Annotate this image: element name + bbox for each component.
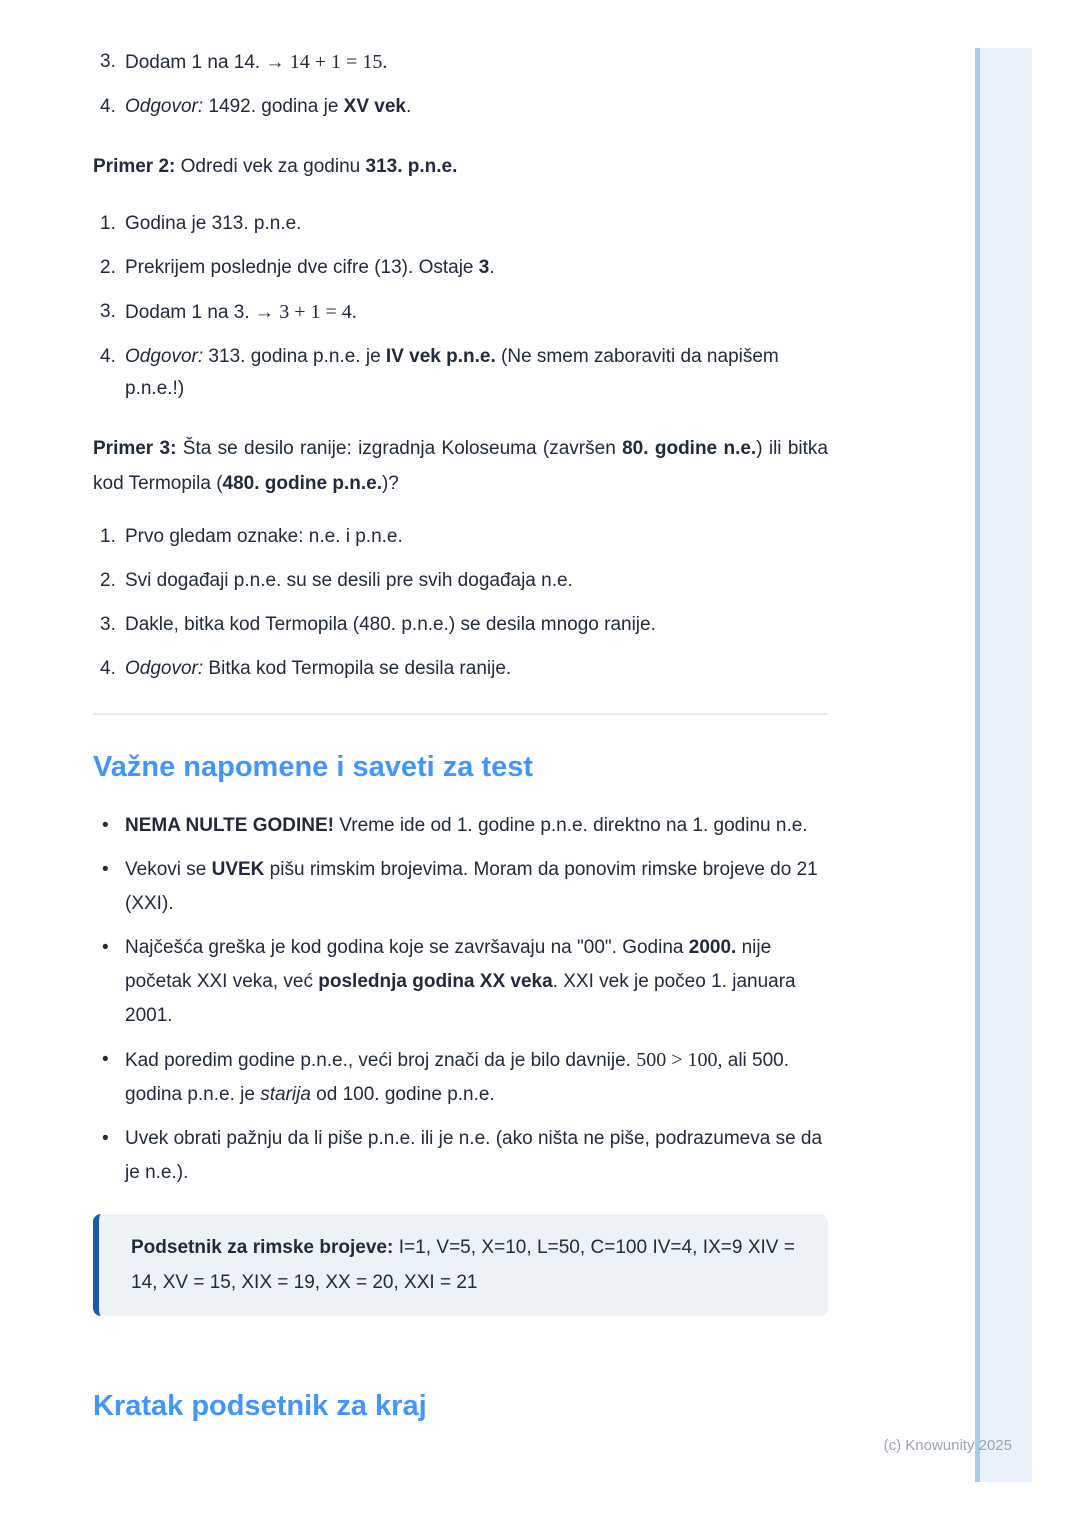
list-item-text: Godina je 313. p.n.e. [125,213,302,234]
list-item-text: Uvek obrati pažnju da li piše p.n.e. ili je n.e. (ako ništa ne piše, podrazumeva se da je n.e.). [125,1128,823,1183]
list-item-text: Najčešća greška je kod godina koje se završavaju na "00". Godina 2000. nije početak XXI veka, već poslednja godina XX veka. XXI vek je počeo 1. januara 2001. [125,937,796,1026]
list-marker: 2. [100,257,116,278]
list-marker: 2. [100,570,116,591]
primer2-intro: Primer 2: Odredi vek za godinu 313. p.n.e. [93,156,458,177]
document-page [93,0,828,1424]
list-item-text: Svi događaji p.n.e. su se desili pre svih događaja n.e. [125,570,573,591]
list-item [93,1043,828,1112]
bullet-icon: • [102,815,109,836]
list-item [93,809,828,843]
list-item-text: Odgovor: Bitka kod Termopila se desila ranije. [125,658,512,679]
bullet-icon: • [102,937,109,958]
intro-list [93,46,828,123]
list-item [93,1122,828,1190]
bullet-icon: • [102,1049,109,1070]
section-divider [93,713,828,715]
list-item [93,91,828,123]
list-marker: 3. [100,301,116,322]
scrollbar-track[interactable] [975,48,1032,1482]
section-heading-kratak-podsetnik: Kratak podsetnik za kraj [93,1390,427,1422]
primer2-list [93,208,828,405]
list-item-text: Dodam 1 na 3. → 3 + 1 = 4. [125,301,357,323]
list-item-text: Odgovor: 313. godina p.n.e. je IV vek p.n.e. (Ne smem zaboraviti da napišem p.n.e.!) [125,346,779,399]
section-heading-vazne-napomene: Važne napomene i saveti za test [93,751,534,783]
list-item-text: Dodam 1 na 14. → 14 + 1 = 15. [125,51,388,73]
list-item [93,653,828,685]
list-marker: 1. [100,526,116,547]
copyright-watermark: (c) Knowunity 2025 [883,1437,1012,1454]
list-item [93,853,828,921]
list-item-text: Prekrijem poslednje dve cifre (13). Ostaje 3. [125,257,495,278]
callout-box [93,1214,828,1316]
list-item [93,46,828,79]
list-item [93,296,828,329]
list-item [93,341,828,405]
list-item-text: NEMA NULTE GODINE! Vreme ide od 1. godine p.n.e. direktno na 1. godinu n.e. [125,815,808,836]
list-marker: 3. [100,614,116,635]
list-item-text: Prvo gledam oznake: n.e. i p.n.e. [125,526,403,547]
callout-text: Podsetnik za rimske brojeve: I=1, V=5, X=10, L=50, C=100 IV=4, IX=9 XIV = 14, XV = 15, XIX = 19, XX = 20, XXI = 21 [131,1237,795,1293]
list-marker: 4. [100,96,116,117]
list-marker: 3. [100,51,116,72]
list-item-text: Vekovi se UVEK pišu rimskim brojevima. Moram da ponovim rimske brojeve do 21 (XXI). [125,859,818,914]
list-marker: 1. [100,213,116,234]
list-item [93,521,828,553]
napomene-bullet-list [93,809,828,1190]
list-item-text: Kad poredim godine p.n.e., veći broj znači da je bilo davnije. 500 > 100, ali 500. godina p.n.e. je starija od 100. godine p.n.e. [125,1049,790,1105]
list-item-text: Dakle, bitka kod Termopila (480. p.n.e.) se desila mnogo ranije. [125,614,656,635]
bullet-icon: • [102,859,109,880]
list-marker: 4. [100,658,116,679]
list-item-text: Odgovor: 1492. godina je XV vek. [125,96,412,117]
bullet-icon: • [102,1128,109,1149]
list-item [93,609,828,641]
list-marker: 4. [100,346,116,367]
list-item [93,252,828,284]
list-item [93,208,828,240]
list-item [93,931,828,1033]
primer3-intro: Primer 3: Šta se desilo ranije: izgradnja Koloseuma (završen 80. godine n.e.) ili bitka kod Termopila (480. godine p.n.e.)? [93,438,828,494]
primer3-list [93,521,828,685]
list-item [93,565,828,597]
